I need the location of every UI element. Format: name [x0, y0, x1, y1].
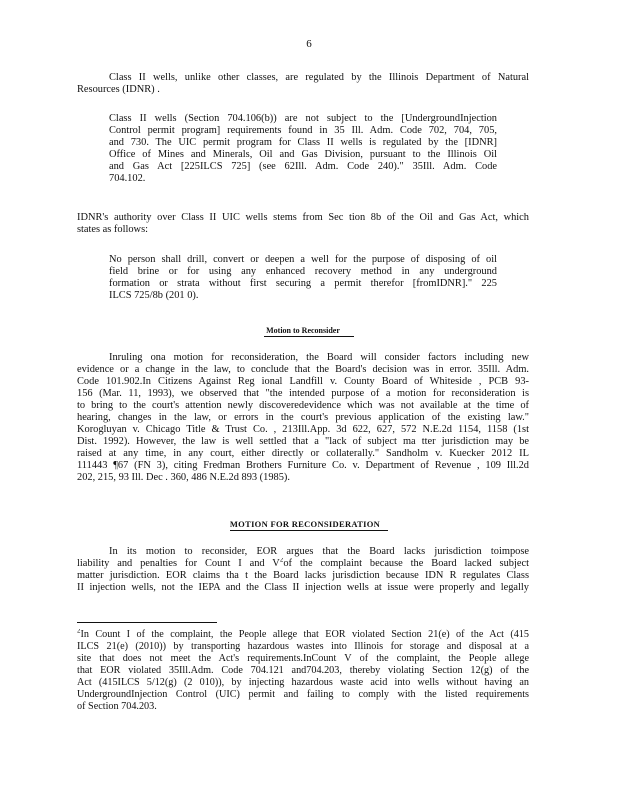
block-quote-oil-gas-act: [109, 254, 497, 302]
text-line: Code 101.902.In Citizens Against Reg ional Landfill v. County Board of Whiteside , PCB 93-: [77, 376, 529, 387]
text-line: Control permit program] requirements found in 35 Ill. Adm. Code 702, 704, 705,: [109, 125, 497, 136]
paragraph-eor-argument: [77, 546, 529, 594]
text-line: and 730. The UIC permit program for Class II wells is regulated by the [IDNR]: [109, 137, 497, 148]
text-line: Act (415ILCS 5/12(g) (2 010)), by injecting hazardous waste acid into wells without having an: [77, 677, 529, 688]
section-heading-motion-to-reconsider: [0, 325, 618, 337]
text-line: states as follows:: [77, 224, 148, 235]
text-line: II injection wells, not the IEPA and the Class II injection wells at issue were properly and legally: [77, 582, 529, 593]
footnote-text: In Count I of the complaint, the People allege that EOR violated Section 21(e) of the Act (415: [80, 629, 529, 640]
page-number: 6: [306, 38, 312, 50]
text-line: Resources (IDNR) .: [77, 84, 160, 95]
text-line: Office of Mines and Minerals, Oil and Gas Division, pursuant to the Illinois Oil: [109, 149, 497, 160]
text-line: No person shall drill, convert or deepen a well for the purpose of disposing of oil: [109, 254, 497, 265]
heading-text: Motion to Reconsider: [264, 326, 354, 337]
text-line: UndergroundInjection Control (UIC) permit and failing to comply with the listed requirements: [77, 689, 529, 700]
text-line: site that does not meet the Act's requirements.InCount V of the complaint, the People allege: [77, 653, 529, 664]
text-line: field brine or for using any enhanced recovery method in any underground: [109, 266, 497, 277]
text-line: matter jurisdiction. EOR claims tha t the Board lacks jurisdiction because IDN R regulates Class: [77, 570, 529, 581]
text-line: liability and penalties for Count I and $V^2of$ the complaint because the Board lacked subject: [77, 558, 529, 570]
text-line: Dist. 1992). However, the law is well settled that a "lack of subject ma tter jurisdiction may be: [77, 436, 529, 447]
text-line: Class II wells (Section 704.106(b)) are not subject to the [UndergroundInjection: [109, 113, 497, 124]
text-line: ILCS 21(e) (2010)) by transporting hazardous wastes into Illinois for storage and disposal at a: [77, 641, 529, 652]
text-line: ILCS 725/8b (201 0).: [109, 290, 199, 301]
text-line: and Gas Act [225ILCS 725] (see 62Ill. Adm. Code 240)." 35Ill. Adm. Code: [109, 161, 497, 172]
text-line: to bring to the court's attention newly discoveredevidence which was not available at the time of: [77, 400, 529, 411]
text-line: 111443 ¶67 (FN 3), citing Fredman Brothers Furniture Co. v. Department of Revenue , 109 Ill.2d: [77, 460, 529, 471]
paragraph-idnr-authority: [77, 212, 529, 236]
text-line: raised at any time, in any court, either directly or collaterally." Sandholm v. Kuecker 2012 IL: [77, 448, 529, 459]
text-line: formation or strata without first securing a permit therefor [fromIDNR]." 225: [109, 278, 497, 289]
text-line: IDNR's authority over Class II UIC wells stems from Sec tion 8b of the Oil and Gas Act, which: [77, 212, 529, 223]
text-line: evidence or a change in the law, to conclude that the Board's decision was in error. 35Ill. Adm.: [77, 364, 529, 375]
text-line: 156 (Mar. 11, 1993), we observed that "the intended purpose of a motion for reconsideration is: [77, 388, 529, 399]
text-line: In its motion to reconsider, EOR argues that the Board lacks jurisdiction toimpose: [109, 546, 529, 557]
text-line: 704.102.: [109, 173, 146, 184]
block-quote-704-102: [109, 113, 497, 185]
text-line: Korogluyan v. Chicago Title & Trust Co. , 213Ill.App. 3d 622, 627, 572 N.E.2d 1154, 1158 (1st: [77, 424, 529, 435]
paragraph-class-ii-intro: [77, 72, 529, 96]
paragraph-standard-of-review: [77, 352, 529, 484]
text-line: Class II wells, unlike other classes, are regulated by the Illinois Department of Natural: [109, 72, 529, 83]
section-heading-motion-for-reconsideration: [0, 518, 618, 530]
footnote-reference: 2: [279, 558, 284, 564]
footnote-2: [77, 629, 529, 713]
text-line: hearing, changes in the law, or errors in the court's previous application of the existing law.": [77, 412, 529, 423]
footnote-marker: 2: [77, 629, 81, 635]
text-line: 202, 215, 93 Ill. Dec . 360, 486 N.E.2d 893 (1985).: [77, 472, 290, 483]
text-line: [77, 629, 529, 641]
heading-text: MOTION FOR RECONSIDERATION: [230, 519, 388, 531]
text-line: Inruling ona motion for reconsideration, the Board will consider factors including new: [109, 352, 529, 363]
text-line: that EOR violated 35Ill.Adm. Code 704.121 and704.203, thereby violating Section 12(g) of the: [77, 665, 529, 676]
footnote-separator: [77, 622, 217, 623]
text-line: of Section 704.203.: [77, 701, 157, 712]
